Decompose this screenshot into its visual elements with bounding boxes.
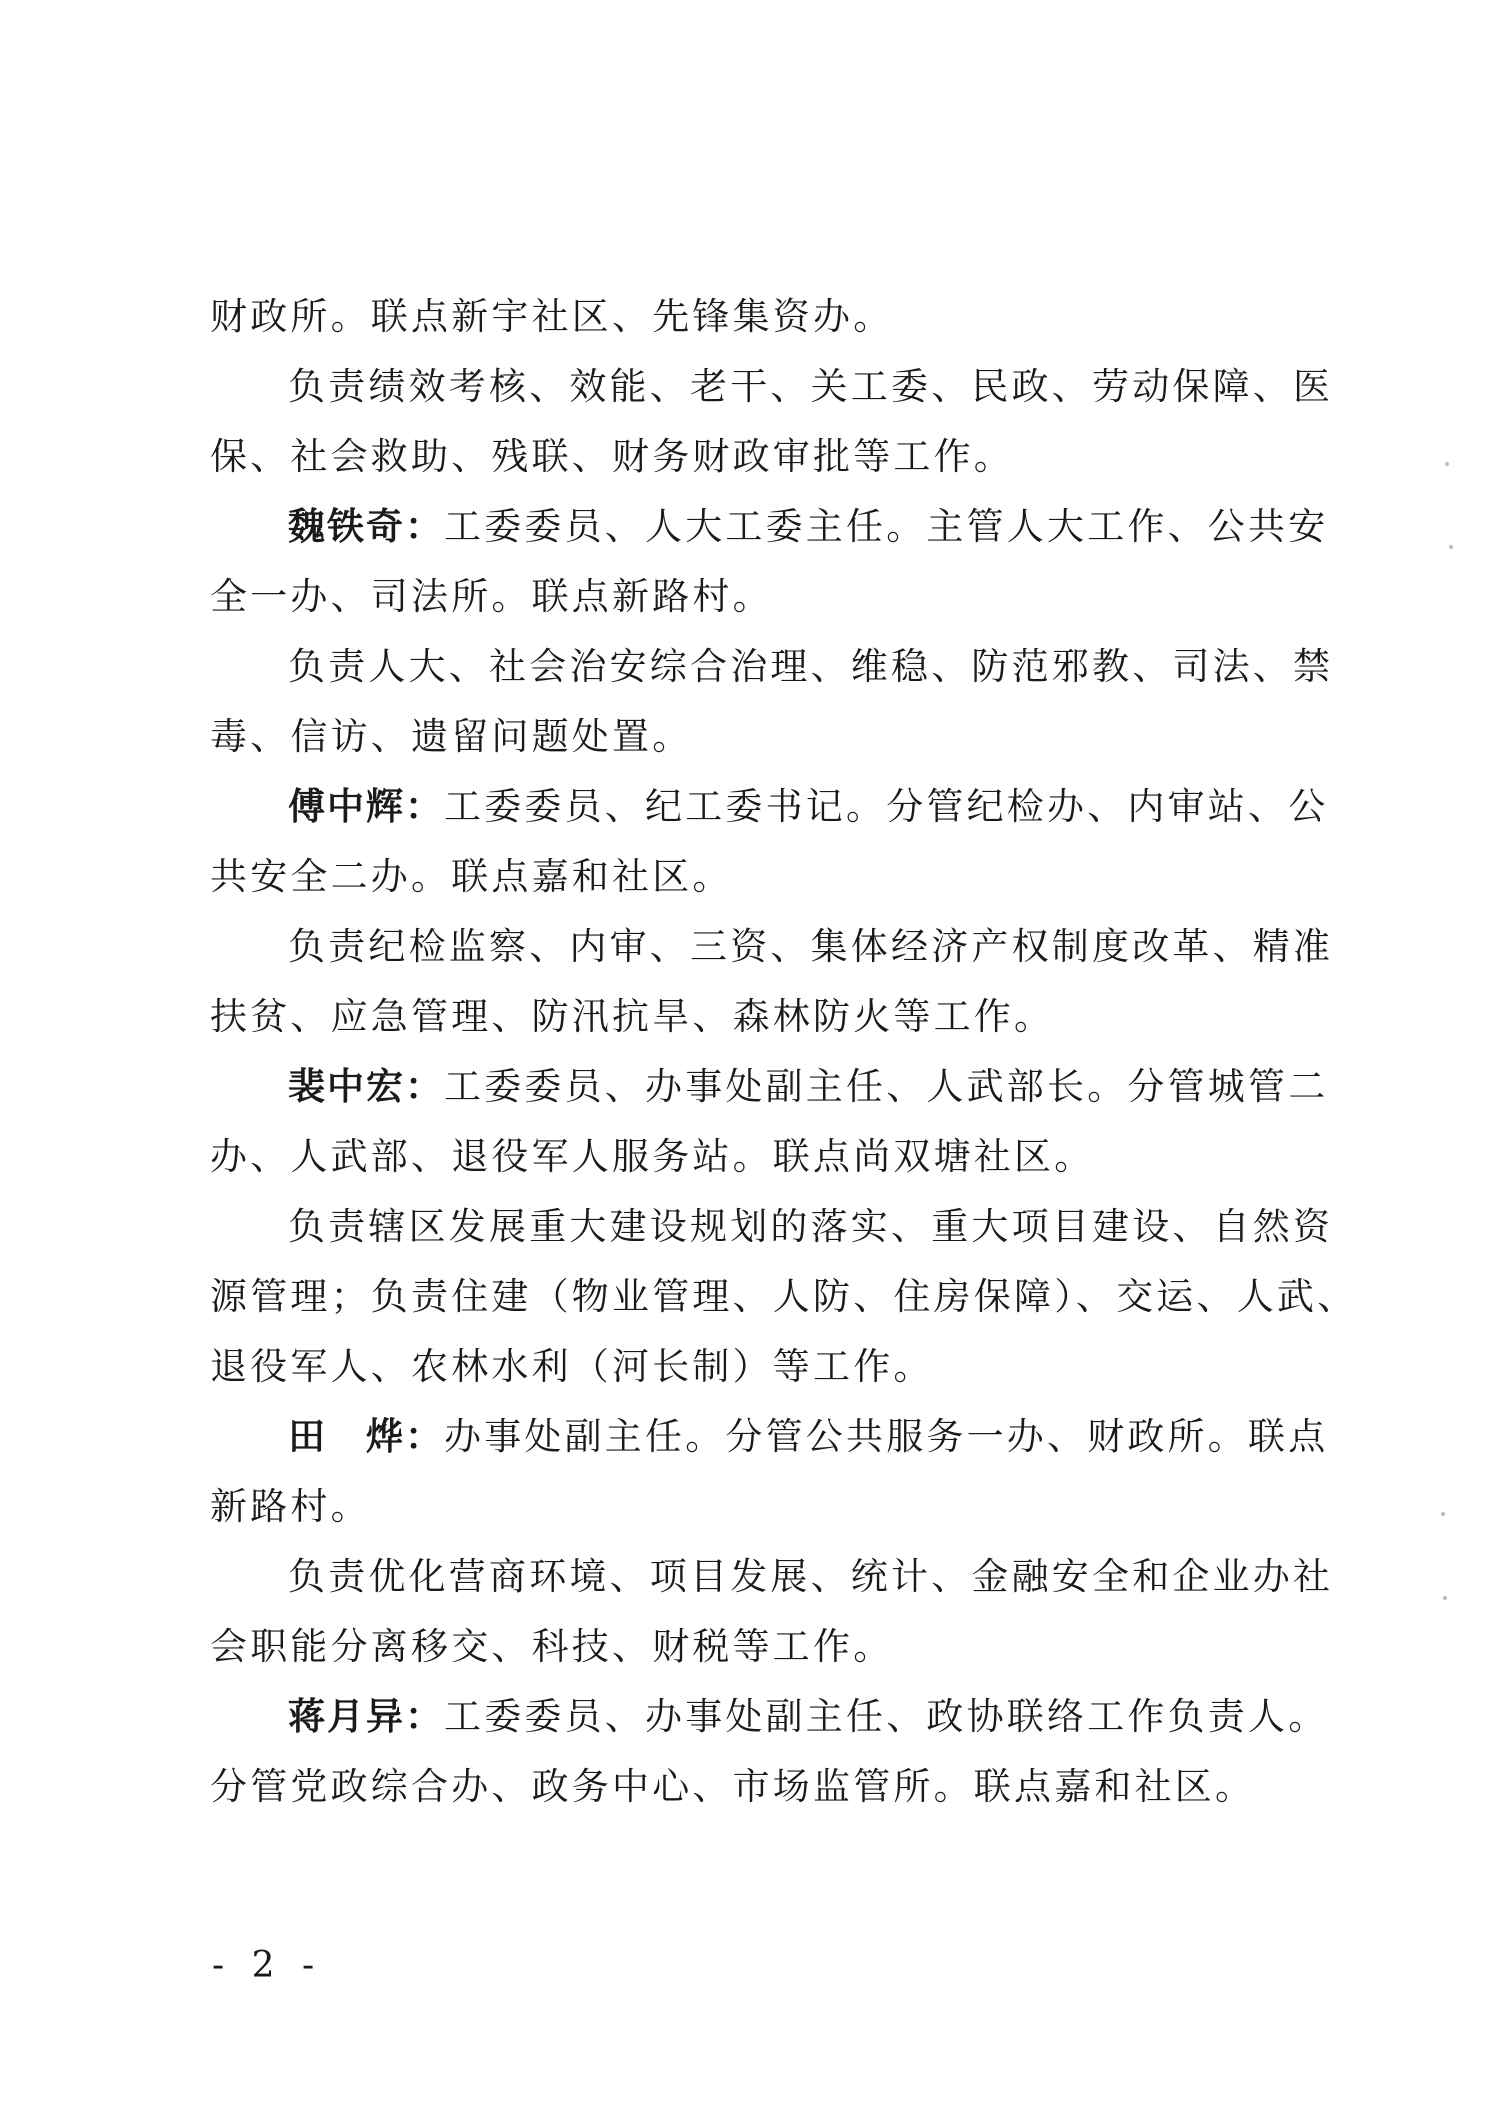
line-text: 负责纪检监察、内审、三资、集体经济产权制度改革、精准: [288, 925, 1334, 968]
text-line: [210, 1332, 1310, 1402]
line-text: 会职能分离移交、科技、财税等工作。: [210, 1625, 894, 1668]
line-text: 共安全二办。联点嘉和社区。: [210, 855, 733, 898]
person-name: 傅中辉：: [288, 785, 444, 828]
text-line: [210, 772, 1329, 842]
text-line: [210, 912, 1334, 982]
text-line: [210, 1122, 1310, 1192]
page-number: - 2 -: [212, 1945, 323, 1986]
text-line: [210, 1402, 1329, 1472]
scan-speck: [1441, 1512, 1445, 1516]
line-text: 工委委员、办事处副主任、人武部长。分管城管二: [444, 1065, 1329, 1108]
text-line: [210, 282, 1310, 352]
person-name: 裴中宏：: [288, 1065, 444, 1108]
line-text: 工委委员、纪工委书记。分管纪检办、内审站、公: [444, 785, 1329, 828]
text-line: [210, 1472, 1310, 1542]
text-line: [210, 632, 1334, 702]
text-line: [210, 1192, 1334, 1262]
scan-speck: [1449, 545, 1453, 549]
text-line: [210, 1612, 1310, 1682]
line-text: 负责辖区发展重大建设规划的落实、重大项目建设、自然资: [288, 1205, 1334, 1248]
line-text: 毒、信访、遗留问题处置。: [210, 715, 693, 758]
line-text: 办事处副主任。分管公共服务一办、财政所。联点: [444, 1415, 1329, 1458]
line-text: 负责优化营商环境、项目发展、统计、金融安全和企业办社: [288, 1555, 1334, 1598]
line-text: 保、社会救助、残联、财务财政审批等工作。: [210, 435, 1014, 478]
text-line: [210, 562, 1310, 632]
line-text: 办、人武部、退役军人服务站。联点尚双塘社区。: [210, 1135, 1095, 1178]
person-name: 魏铁奇：: [288, 505, 444, 548]
line-text: 负责绩效考核、效能、老干、关工委、民政、劳动保障、医: [288, 365, 1334, 408]
line-text: 工委委员、人大工委主任。主管人大工作、公共安: [444, 505, 1329, 548]
text-line: [210, 492, 1329, 562]
text-line: [210, 422, 1310, 492]
line-text: 分管党政综合办、政务中心、市场监管所。联点嘉和社区。: [210, 1765, 1256, 1808]
scan-speck: [1445, 462, 1449, 466]
text-line: [210, 702, 1310, 772]
line-text: 全一办、司法所。联点新路村。: [210, 575, 773, 618]
line-text: 财政所。联点新宇社区、先锋集资办。: [210, 295, 894, 338]
text-line: [210, 1542, 1334, 1612]
text-line: [210, 1682, 1329, 1752]
person-name: 田 烨：: [288, 1415, 444, 1458]
text-line: [210, 1752, 1310, 1822]
person-name: 蒋月异：: [288, 1695, 444, 1738]
line-text: 工委委员、办事处副主任、政协联络工作负责人。: [444, 1695, 1329, 1738]
text-line: [210, 842, 1310, 912]
line-text: 新路村。: [210, 1485, 371, 1528]
text-line: [210, 1262, 1358, 1332]
line-text: 退役军人、农林水利（河长制）等工作。: [210, 1345, 934, 1388]
text-line: [210, 1052, 1329, 1122]
scan-speck: [1443, 1596, 1447, 1600]
line-text: 源管理；负责住建（物业管理、人防、住房保障）、交运、人武、: [210, 1275, 1358, 1318]
text-line: [210, 352, 1334, 422]
text-line: [210, 982, 1310, 1052]
line-text: 扶贫、应急管理、防汛抗旱、森林防火等工作。: [210, 995, 1055, 1038]
line-text: 负责人大、社会治安综合治理、维稳、防范邪教、司法、禁: [288, 645, 1334, 688]
body-text: [210, 282, 1358, 1822]
